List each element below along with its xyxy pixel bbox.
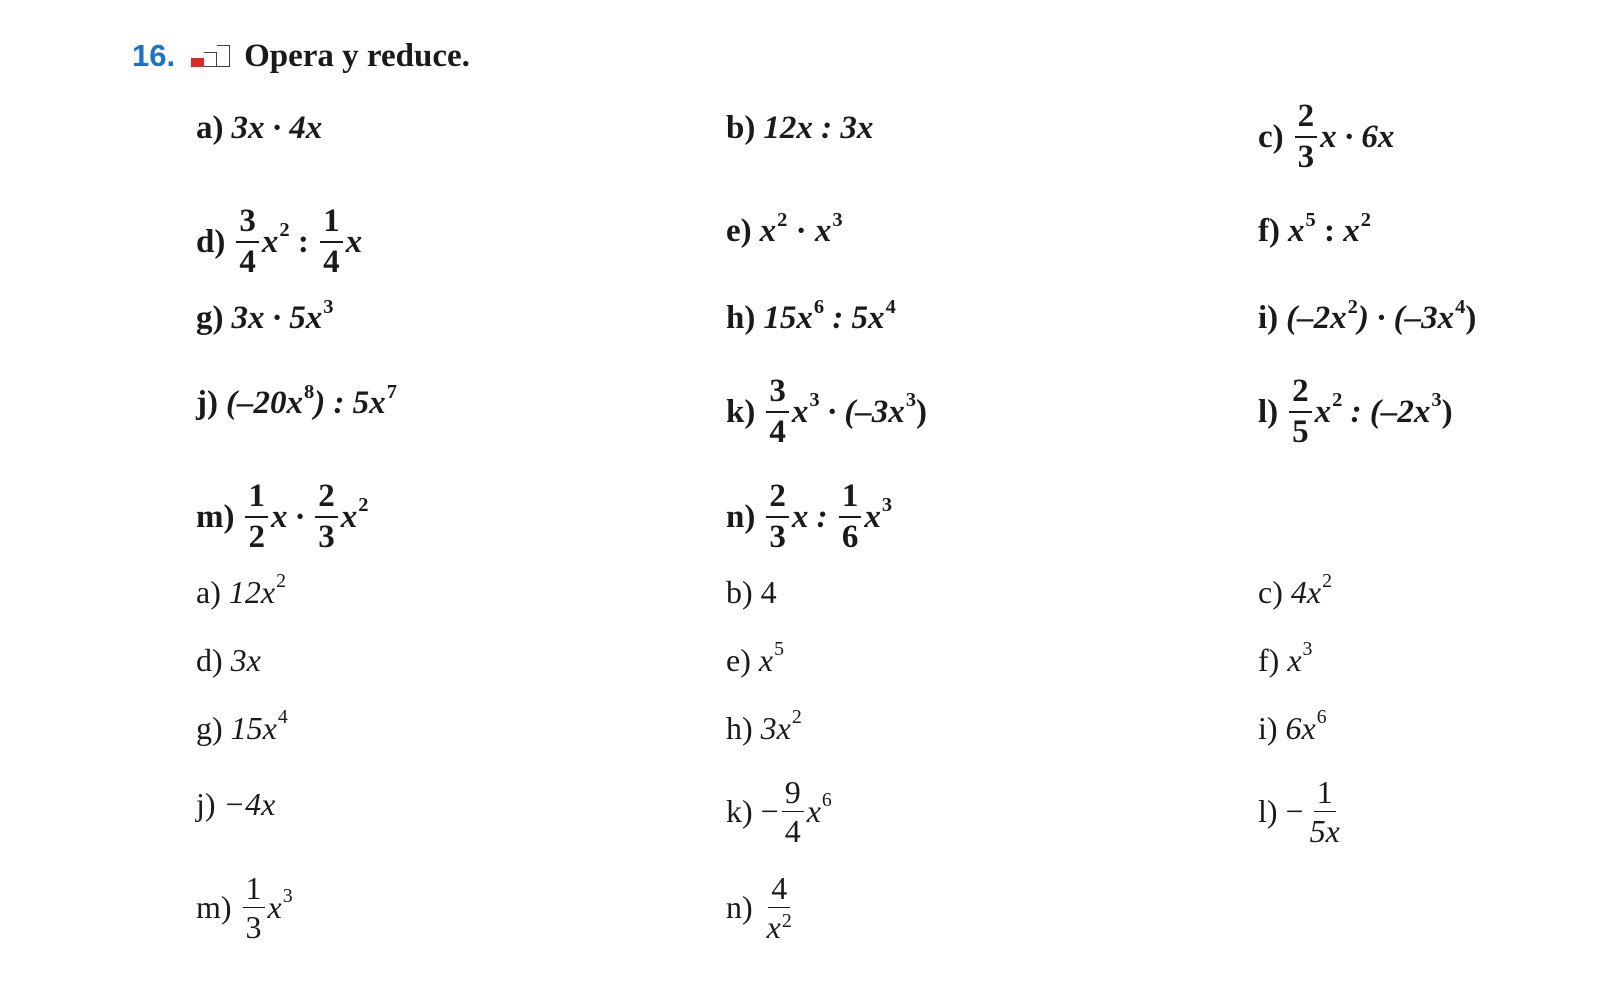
expression: 3x: [230, 642, 261, 678]
expression: x $^3$: [1287, 638, 1313, 678]
exercise-title: Opera y reduce.: [244, 37, 470, 74]
item-label: a): [196, 110, 224, 146]
expression: 4x $^2$: [1290, 570, 1332, 610]
fraction: $\frac{2}{5}$: [1289, 375, 1312, 449]
item-label: h): [726, 710, 753, 746]
item-label: k): [726, 393, 756, 430]
answer-d: [196, 642, 261, 679]
item-label: m): [196, 498, 235, 535]
item-label: g): [196, 300, 224, 336]
answer-l: [1258, 776, 1346, 847]
expression: [761, 872, 798, 943]
answer-j: [196, 786, 275, 823]
item-label: m): [196, 889, 232, 925]
answer-b: [726, 574, 777, 611]
fraction: $\frac{9}{4}$: [782, 776, 804, 847]
expression: 3x · 5x $^3$: [231, 295, 334, 336]
expression: 3x $^2$: [760, 706, 802, 746]
exercise-m: [196, 480, 368, 554]
answer-n: [726, 872, 798, 943]
item-label: f): [1258, 213, 1280, 249]
exercise-i: [1258, 295, 1477, 337]
item-label: g): [196, 710, 223, 746]
fraction: $\frac{2}{3}$: [315, 480, 338, 554]
exercise-j: [196, 380, 397, 422]
exercise-f: [1258, 208, 1371, 250]
fraction: $\frac{3}{4}$: [766, 375, 789, 449]
answer-h: [726, 706, 802, 747]
exercise-d: [196, 205, 362, 279]
exercise-l: [1258, 375, 1453, 449]
item-label: c): [1258, 574, 1283, 610]
expression: $\frac{2}{3}$ x · 6x: [1292, 100, 1395, 174]
exercise-e: [726, 208, 843, 250]
difficulty-icon: [191, 45, 230, 67]
exercise-h: [726, 295, 896, 337]
item-label: c): [1258, 118, 1284, 155]
exercise-n: [726, 480, 892, 554]
answer-k: [726, 776, 832, 847]
exercise-c: [1258, 100, 1394, 174]
item-label: k): [726, 793, 753, 829]
item-label: l): [1258, 393, 1279, 430]
item-label: j): [196, 385, 218, 421]
answer-a: [196, 570, 286, 611]
item-label: e): [726, 642, 751, 678]
item-label: d): [196, 223, 226, 260]
answer-g: [196, 706, 288, 747]
item-label: n): [726, 498, 756, 535]
item-label: i): [1258, 300, 1279, 336]
expression: 12x : 3x: [763, 110, 874, 146]
exercise-a: [196, 110, 322, 147]
expression: − $\frac{9}{4}$ x $^6$: [760, 774, 832, 849]
answer-f: [1258, 638, 1313, 679]
fraction: $\frac{1}{4}$: [320, 205, 343, 279]
expression: 4: [760, 574, 777, 610]
expression: 15x $^4$: [230, 706, 288, 746]
answer-m: [196, 872, 293, 943]
answer-i: [1258, 706, 1327, 747]
item-label: l): [1258, 793, 1278, 829]
item-label: h): [726, 300, 756, 336]
expression: $\frac{1}{3}$ x $^3$: [240, 872, 293, 943]
expression: x $^5$ : x $^2$: [1287, 208, 1371, 249]
expression: 6x $^6$: [1285, 706, 1327, 746]
fraction: $\frac{4}{x^2}$: [766, 870, 792, 945]
fraction: $\frac{2}{3}$: [1295, 100, 1318, 174]
exercise-b: [726, 110, 873, 147]
exercise-k: [726, 375, 927, 449]
fraction: $\frac{2}{3}$: [766, 480, 789, 554]
expression: (–20x $^8$ ) : 5x $^7$: [225, 380, 397, 421]
item-label: e): [726, 213, 752, 249]
expression: 3x · 4x: [231, 110, 323, 146]
expression: $\frac{3}{4}$ x $^2$ : $\frac{1}{4}$ x: [233, 205, 362, 279]
fraction: $\frac{1}{6}$: [839, 480, 862, 554]
exercise-number: 16.: [132, 38, 176, 73]
answer-c: [1258, 570, 1332, 611]
item-label: b): [726, 574, 753, 610]
expression: 12x $^2$: [228, 570, 286, 610]
item-label: d): [196, 642, 223, 678]
expression: − $\frac{1}{5x}$: [1286, 776, 1346, 847]
expression: $\frac{2}{3}$ x : $\frac{1}{6}$ x $^3$: [763, 480, 892, 554]
item-label: j): [196, 786, 216, 822]
expression: $\frac{3}{4}$ x $^3$ · (–3x $^3$ ): [763, 375, 927, 449]
expression: $\frac{2}{5}$ x $^2$ : (–2x $^3$ ): [1286, 375, 1452, 449]
expression: $\frac{1}{2}$ x · $\frac{2}{3}$ x $^2$: [242, 480, 368, 554]
fraction: $\frac{3}{4}$: [236, 205, 259, 279]
answer-e: [726, 638, 784, 679]
fraction: $\frac{1}{2}$: [245, 480, 268, 554]
exercise-g: [196, 295, 334, 337]
expression: (–2x $^2$ ) · (–3x $^4$ ): [1286, 295, 1477, 336]
item-label: n): [726, 889, 753, 925]
exercise-header: [132, 32, 470, 80]
expression: x $^2$ · x $^3$: [759, 208, 843, 249]
expression: x $^5$: [758, 638, 784, 678]
expression: 15x $^6$ : 5x $^4$: [763, 295, 896, 336]
item-label: f): [1258, 642, 1280, 678]
fraction: $\frac{1}{3}$: [243, 872, 265, 943]
item-label: i): [1258, 710, 1278, 746]
item-label: b): [726, 110, 756, 146]
expression: −4x: [223, 786, 276, 822]
item-label: a): [196, 574, 221, 610]
fraction: $\frac{1}{5x}$: [1309, 774, 1340, 849]
